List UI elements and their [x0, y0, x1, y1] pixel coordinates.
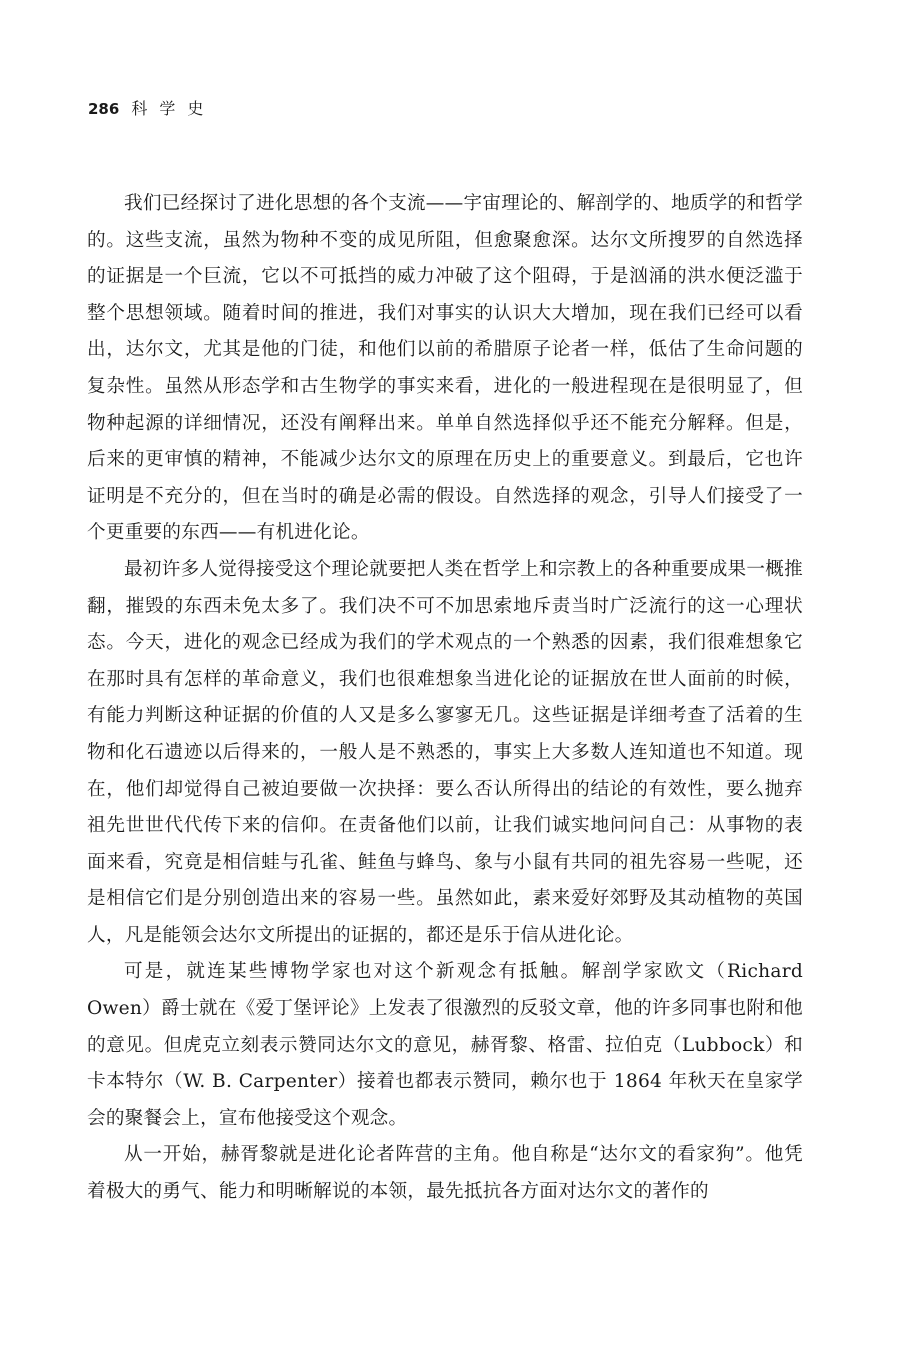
paragraph-2: 最初许多人觉得接受这个理论就要把人类在哲学上和宗教上的各种重要成果一概推翻，摧毁的东西未免太多了。我们决不可不加思索地斥责当时广泛流行的这一心理状态。今天，进化的观念已经成为我们的学术观点的一个熟悉的因素，我们很难想象它在那时具有怎样的革命意义，我们也很难想象当进化论的证据放在世人面前的时候，有能力判断这种证据的价值的人又是多么寥寥无几。这些证据是详细考查了活着的生物和化石遗迹以后得来的，一般人是不熟悉的，事实上大多数人连知道也不知道。现在，他们却觉得自己被迫要做一次抉择：要么否认所得出的结论的有效性，要么抛弃祖先世世代代传下来的信仰。在责备他们以前，让我们诚实地问问自己：从事物的表面来看，究竟是相信蛙与孔雀、鲑鱼与蜂鸟、象与小鼠有共同的祖先容易一些呢，还是相信它们是分别创造出来的容易一些。虽然如此，素来爱好郊野及其动植物的英国人，凡是能领会达尔文所提出的证据的，都还是乐于信从进化论。: [87, 558, 803, 946]
paragraph-3: 可是，就连某些博物学家也对这个新观念有抵触。解剖学家欧文（Richard Owen）爵士就在《爱丁堡评论》上发表了很激烈的反驳文章，他的许多同事也附和他的意见。但虎克立刻表示赞同达尔文的意见，赫胥黎、格雷、拉伯克（Lubbock）和卡本特尔（W. B. Carpenter）接着也都表示赞同，赖尔也于 1864 年秋天在皇家学会的聚餐会上，宣布他接受这个观念。: [87, 961, 803, 1129]
running-header: [88, 96, 215, 120]
paragraph-1: 我们已经探讨了进化思想的各个支流——宇宙理论的、解剖学的、地质学的和哲学的。这些支流，虽然为物种不变的成见所阻，但愈聚愈深。达尔文所搜罗的自然选择的证据是一个巨流，它以不可抵挡的威力冲破了这个阻碍，于是汹涌的洪水便泛滥于整个思想领域。随着时间的推进，我们对事实的认识大大增加，现在我们已经可以看出，达尔文，尤其是他的门徒，和他们以前的希腊原子论者一样，低估了生命问题的复杂性。虽然从形态学和古生物学的事实来看，进化的一般进程现在是很明显了，但物种起源的详细情况，还没有阐释出来。单单自然选择似乎还不能充分解释。但是，后来的更审慎的精神，不能减少达尔文的原理在历史上的重要意义。到最后，它也许证明是不充分的，但在当时的确是必需的假设。自然选择的观念，引导人们接受了一个更重要的东西——有机进化论。: [87, 193, 803, 544]
book-title: 科学史: [131, 99, 216, 118]
body-text: [87, 186, 803, 1211]
page-number: 286: [88, 100, 120, 118]
paragraph-4: 从一开始，赫胥黎就是进化论者阵营的主角。他自称是“达尔文的看家狗”。他凭着极大的勇气、能力和明晰解说的本领，最先抵抗各方面对达尔文的著作的: [87, 1144, 803, 1203]
